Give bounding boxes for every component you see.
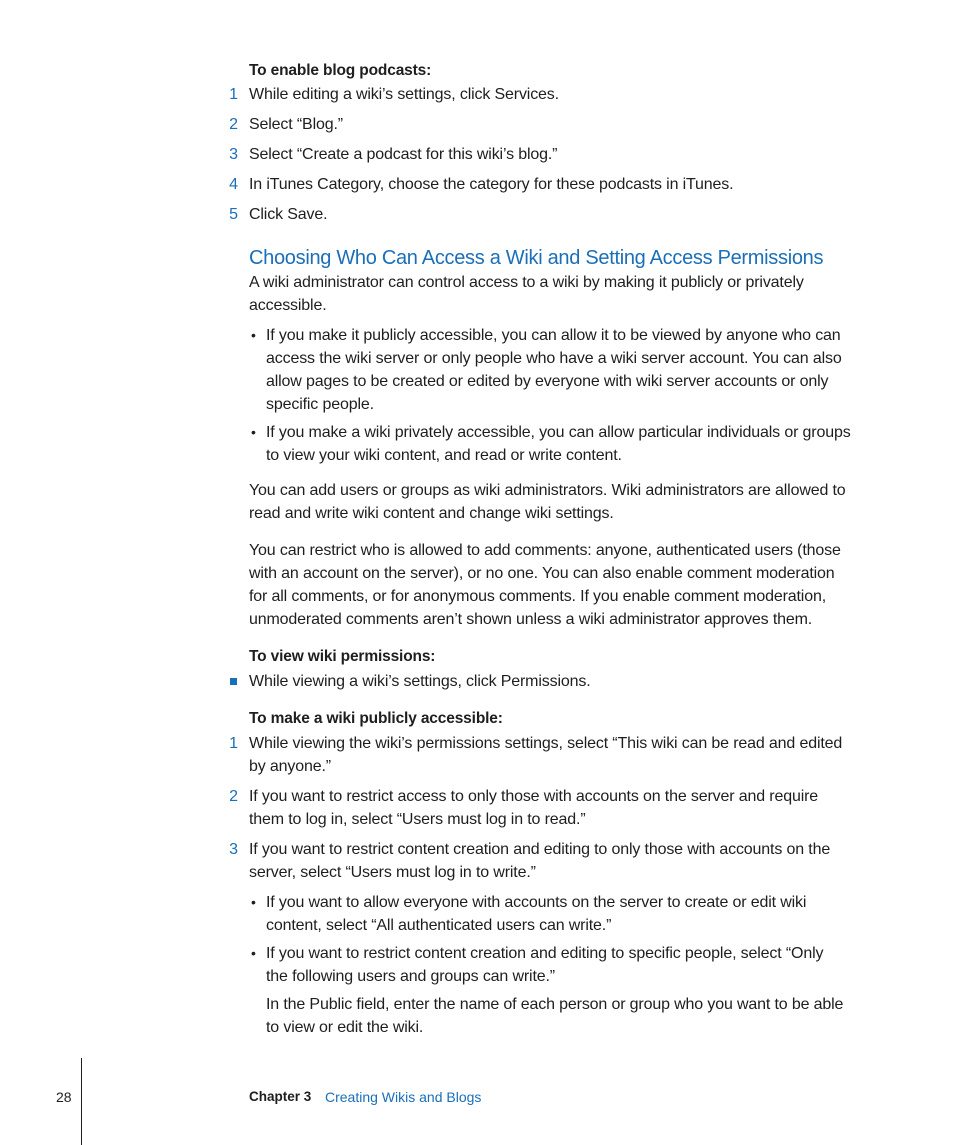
step-number: 4 [229,176,238,193]
bullet-dot: • [251,894,256,910]
step-text: them to log in, select “Users must log in to read.” [249,811,586,828]
bullet-line: to view your wiki content, and read or write content. [266,447,622,464]
step-number: 3 [229,146,238,163]
note-line: In the Public field, enter the name of each person or group who you want to be able [266,996,844,1013]
paragraph-line: read and write wiki content and change wiki settings. [249,505,614,522]
step-number: 2 [229,788,238,805]
bullet-line: If you want to restrict content creation and editing to specific people, select “Only [266,945,824,962]
step-text: While viewing a wiki’s settings, click Permissions. [249,673,591,690]
intro-line: A wiki administrator can control access to a wiki by making it publicly or privately [249,274,804,291]
intro-line: accessible. [249,297,327,314]
footer-divider [81,1058,82,1145]
step-text: Click Save. [249,206,328,223]
step-number: 2 [229,116,238,133]
paragraph-line: You can add users or groups as wiki administrators. Wiki administrators are allowed to [249,482,846,499]
bullet-line: If you make a wiki privately accessible, you can allow particular individuals or groups [266,424,851,441]
step-number: 1 [229,86,238,103]
section-title: Choosing Who Can Access a Wiki and Setting Access Permissions [249,247,824,269]
paragraph-line: unmoderated comments aren’t shown unless a wiki administrator approves them. [249,611,813,628]
step-text: In iTunes Category, choose the category for these podcasts in iTunes. [249,176,734,193]
step-text: Select “Create a podcast for this wiki’s blog.” [249,146,558,163]
bullet-line: content, select “All authenticated users can write.” [266,917,612,934]
procedure-heading-view: To view wiki permissions: [249,648,436,665]
procedure-heading-podcasts: To enable blog podcasts: [249,62,432,79]
bullet-dot: • [251,424,256,440]
step-text: server, select “Users must log in to write.” [249,864,536,881]
square-bullet-icon [230,678,237,685]
bullet-line: specific people. [266,396,374,413]
page-number: 28 [56,1089,72,1105]
paragraph-line: for all comments, or for anonymous comments. If you enable comment moderation, [249,588,827,605]
step-text: If you want to restrict access to only those with accounts on the server and require [249,788,819,805]
bullet-line: allow pages to be created or edited by everyone with wiki server accounts or only [266,373,829,390]
step-text: While viewing the wiki’s permissions settings, select “This wiki can be read and edited [249,735,843,752]
bullet-line: If you make it publicly accessible, you can allow it to be viewed by anyone who can [266,327,841,344]
bullet-line: access the wiki server or only people who have a wiki server account. You can also [266,350,842,367]
bullet-dot: • [251,327,256,343]
bullet-line: the following users and groups can write.” [266,968,555,985]
step-number: 5 [229,206,238,223]
step-text: While editing a wiki’s settings, click Services. [249,86,559,103]
paragraph-line: with an account on the server), or no one. You can also enable comment moderation [249,565,835,582]
procedure-heading-public: To make a wiki publicly accessible: [249,710,503,727]
note-line: to view or edit the wiki. [266,1019,424,1036]
step-number: 1 [229,735,238,752]
step-text: Select “Blog.” [249,116,343,133]
footer-chapter: Chapter 3 [249,1089,312,1104]
footer-chapter-title[interactable]: Creating Wikis and Blogs [325,1089,482,1105]
step-text: by anyone.” [249,758,331,775]
step-number: 3 [229,841,238,858]
bullet-line: If you want to allow everyone with accounts on the server to create or edit wiki [266,894,807,911]
step-text: If you want to restrict content creation and editing to only those with accounts on the [249,841,831,858]
paragraph-line: You can restrict who is allowed to add comments: anyone, authenticated users (those [249,542,841,559]
bullet-dot: • [251,945,256,961]
